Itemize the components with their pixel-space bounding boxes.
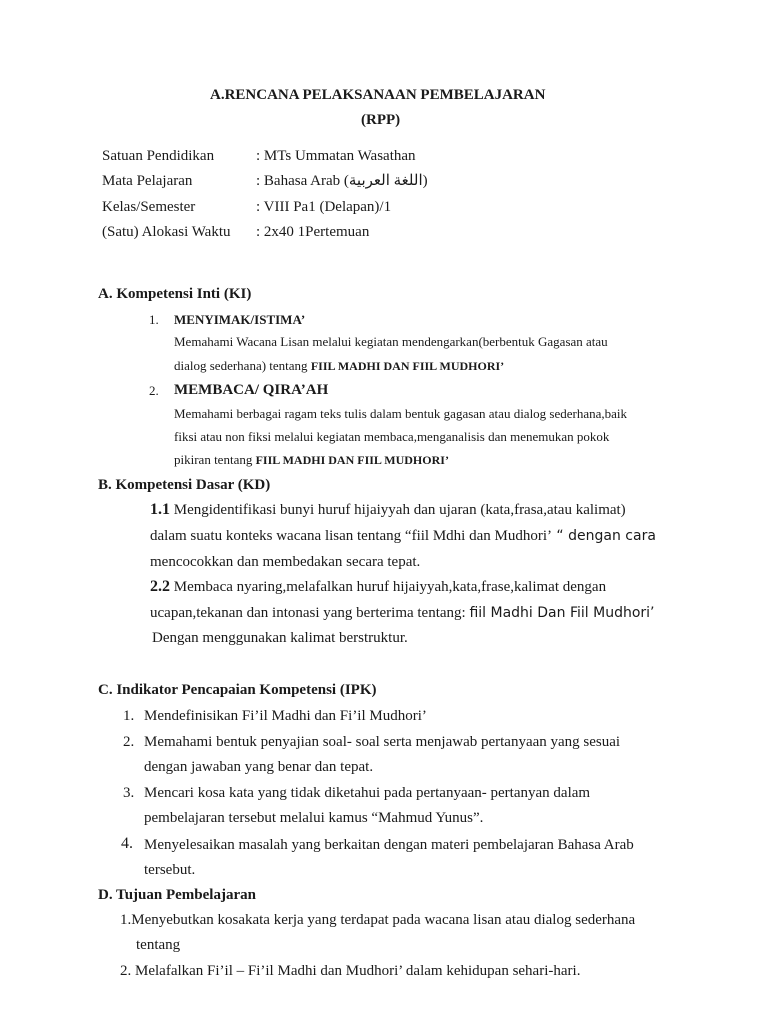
kd-item-text: [150, 604, 654, 622]
section-a-heading: A. Kompetensi Inti (KI): [98, 286, 252, 302]
info-label: Kelas/Semester: [102, 199, 196, 215]
section-b-heading: B. Kompetensi Dasar (KD): [98, 477, 271, 493]
ki-item-text: Memahami Wacana Lisan melalui kegiatan mendengarkan(berbentuk Gagasan atau: [174, 334, 608, 349]
info-label: (Satu) Alokasi Waktu: [102, 224, 231, 240]
info-label: Mata Pelajaran: [102, 173, 193, 189]
ki-item-text-bold: FIIL MADHI DAN FIIL MUDHORI’: [310, 359, 505, 373]
section-d-heading: D. Tujuan Pembelajaran: [98, 887, 256, 903]
info-value: : Bahasa Arab (اللغة العربية): [256, 173, 428, 189]
tujuan-item-text: tentang: [136, 937, 181, 953]
ki-item-text: [174, 357, 504, 375]
list-number: 1.: [149, 312, 159, 327]
section-c-heading: C. Indikator Pencapaian Kompetensi (IPK): [98, 682, 377, 698]
ipk-item-text: Mencari kosa kata yang tidak diketahui pada pertanyaan- pertanyan dalam: [144, 785, 591, 801]
ki-item-text-plain: dialog sederhana) tentang: [174, 358, 311, 373]
info-value: : 2x40 1Pertemuan: [256, 224, 370, 240]
kd-item-text: [150, 501, 626, 519]
tujuan-item-text: 2. Melafalkan Fi’il – Fi’il Madhi dan Mudhori’ dalam kehidupan sehari-hari.: [120, 963, 581, 979]
kd-text: ucapan,tekanan dan intonasi yang berterima tentang:: [150, 605, 470, 621]
list-number: 1.: [123, 708, 135, 724]
document-title: A.RENCANA PELAKSANAAN PEMBELAJARAN: [210, 87, 546, 103]
ki-item-text: Memahami berbagai ragam teks tulis dalam bentuk gagasan atau dialog sederhana,baik: [174, 406, 628, 421]
document-subtitle: (RPP): [361, 112, 401, 128]
info-label: Satuan Pendidikan: [102, 148, 215, 164]
ipk-item-text: pembelajaran tersebut melalui kamus “Mahmud Yunus”.: [144, 810, 484, 826]
list-number: 2.: [123, 734, 135, 750]
kd-item-text: Dengan menggunakan kalimat berstruktur.: [152, 630, 408, 646]
tujuan-item-text: 1.Menyebutkan kosakata kerja yang terdapat pada wacana lisan atau dialog sederhana: [120, 912, 636, 928]
kd-item-text: mencocokkan dan membedakan secara tepat.: [150, 554, 421, 570]
ki-item-title: MEMBACA/ QIRA’AH: [174, 382, 329, 398]
ipk-item-text: Mendefinisikan Fi’il Madhi dan Fi’il Mudhori’: [144, 708, 427, 724]
kd-item-text: [150, 578, 606, 596]
ki-item-text: [174, 451, 449, 469]
ipk-item-text: tersebut.: [144, 862, 196, 878]
ki-item-title: MENYIMAK/ISTIMA’: [174, 312, 306, 327]
kd-item-text: [150, 527, 656, 545]
list-number: 4.: [121, 835, 133, 852]
kd-text: fiil Madhi Dan Fiil Mudhori’: [469, 605, 655, 621]
kd-text: “ dengan cara: [551, 528, 656, 544]
ki-item-text: fiksi atau non fiksi melalui kegiatan membaca,menganalisis dan menemukan pokok: [174, 429, 610, 444]
info-value: : VIII Pa1 (Delapan)/1: [256, 199, 392, 215]
info-value: : MTs Ummatan Wasathan: [256, 148, 416, 164]
kd-number: 2.2: [150, 578, 170, 595]
kd-text: dalam suatu konteks wacana lisan tentang “fiil Mdhi dan Mudhori’: [150, 528, 552, 544]
ipk-item-text: dengan jawaban yang benar dan tepat.: [144, 759, 374, 775]
ipk-item-text: Menyelesaikan masalah yang berkaitan dengan materi pembelajaran Bahasa Arab: [144, 837, 634, 853]
ipk-item-text: Memahami bentuk penyajian soal- soal serta menjawab pertanyaan yang sesuai: [144, 734, 621, 750]
ki-item-text-plain: pikiran tentang: [174, 452, 256, 467]
list-number: 2.: [149, 383, 159, 398]
kd-number: 1.1: [150, 501, 170, 518]
list-number: 3.: [123, 785, 135, 801]
ki-item-text-bold: FIIL MADHI DAN FIIL MUDHORI’: [255, 453, 449, 467]
kd-text: Mengidentifikasi bunyi huruf hijaiyyah dan ujaran (kata,frasa,atau kalimat): [170, 502, 626, 518]
kd-text: Membaca nyaring,melafalkan huruf hijaiyyah,kata,frase,kalimat dengan: [170, 579, 607, 595]
